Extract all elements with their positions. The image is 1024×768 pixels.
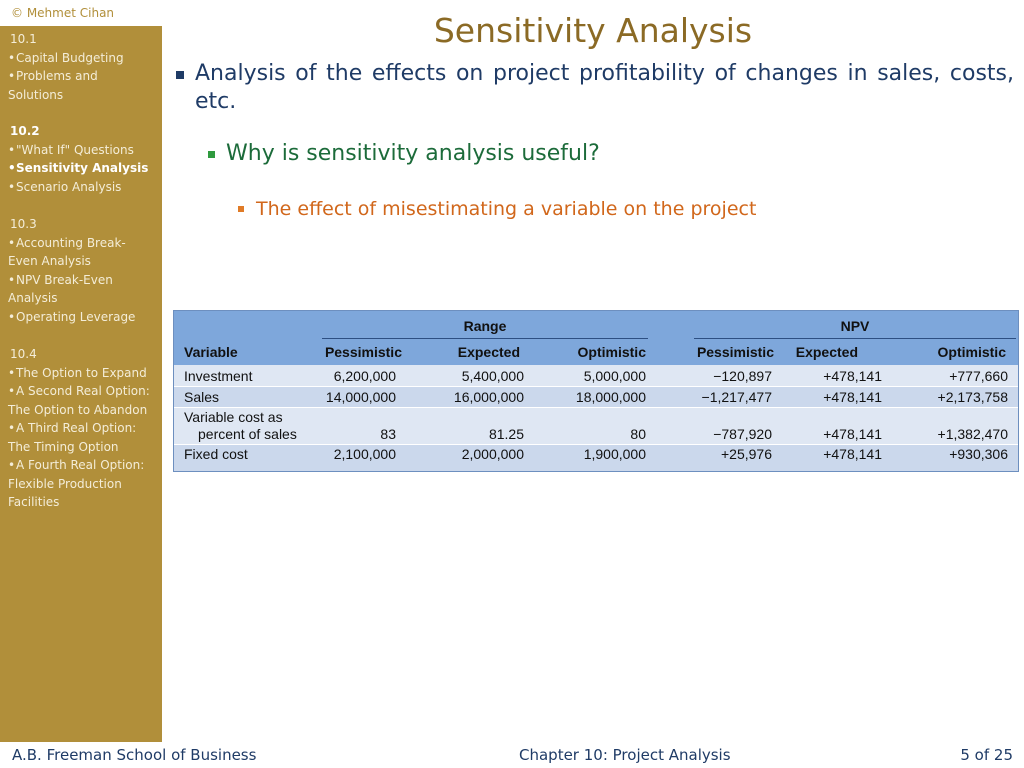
sidebar-item-capital-budgeting[interactable]: •Capital Budgeting (8, 50, 124, 65)
column-header: Pessimistic (324, 344, 402, 360)
copyright-label: © Mehmet Cihan (0, 0, 162, 26)
cell-range-optimistic: 80 (630, 426, 646, 442)
table-row (174, 387, 1018, 407)
bullet-level-3 (238, 196, 938, 222)
cell-npv-optimistic: +2,173,758 (937, 389, 1008, 405)
sidebar-item-label: Capital Budgeting (16, 50, 124, 65)
group-rule-npv (694, 338, 1016, 339)
sidebar-section-number[interactable]: 10.3 (10, 217, 37, 231)
cell-variable: Investment (184, 368, 253, 384)
sidebar-section-number[interactable]: 10.1 (10, 32, 37, 46)
sidebar-section-number[interactable]: 10.2 (10, 124, 40, 138)
sidebar-item-option-to-expand[interactable]: •The Option to Expand (8, 365, 147, 380)
cell-npv-expected: +478,141 (823, 368, 882, 384)
sidebar-item-scenario-analysis[interactable]: •Scenario Analysis (8, 179, 122, 194)
sidebar-item-accounting-break-even[interactable]: •Accounting Break-Even Analysis (8, 235, 126, 268)
table-row (174, 408, 1018, 444)
cell-npv-optimistic: +777,660 (949, 368, 1008, 384)
column-header: Optimistic (577, 344, 646, 360)
square-bullet-icon (238, 206, 244, 212)
cell-range-pessimistic: 2,100,000 (333, 446, 396, 462)
group-rule-range (322, 338, 648, 339)
cell-npv-optimistic: +1,382,470 (937, 426, 1008, 442)
bullet-text: The effect of misestimating a variable on the project (256, 198, 757, 220)
sidebar-item-label: Accounting Break-Even Analysis (8, 235, 126, 268)
cell-npv-optimistic: +930,306 (949, 446, 1008, 462)
footer-chapter: Chapter 10: Project Analysis (519, 746, 731, 764)
sidebar-item-label: Sensitivity Analysis (16, 161, 149, 175)
sidebar-nav (0, 0, 162, 742)
footer-school: A.B. Freeman School of Business (12, 746, 257, 764)
sensitivity-table (173, 310, 1019, 472)
sidebar-item-flexible-production[interactable]: •A Fourth Real Option: Flexible Production Facilities (8, 458, 145, 509)
sidebar-section-10-4 (0, 345, 162, 512)
cell-range-expected: 5,400,000 (461, 368, 524, 384)
sidebar-item-label: The Option to Expand (16, 365, 147, 380)
sidebar-section-10-1 (0, 30, 162, 104)
square-bullet-icon (176, 71, 184, 79)
sidebar-item-label: A Second Real Option: The Option to Abandon (8, 384, 150, 417)
sidebar-item-npv-break-even[interactable]: •NPV Break-Even Analysis (8, 272, 113, 305)
column-header: Pessimistic (696, 344, 774, 360)
sidebar-item-label: Problems and Solutions (8, 69, 98, 102)
slide-footer (0, 742, 1024, 768)
table-row (174, 445, 1018, 471)
bullet-level-2 (208, 140, 908, 168)
sidebar-item-problems-and-solutions[interactable]: •Problems and Solutions (8, 69, 98, 102)
cell-range-optimistic: 5,000,000 (583, 368, 646, 384)
cell-range-expected: 2,000,000 (461, 446, 524, 462)
cell-range-optimistic: 18,000,000 (575, 389, 646, 405)
sidebar-item-operating-leverage[interactable]: •Operating Leverage (8, 309, 136, 324)
cell-variable: Sales (184, 389, 220, 405)
sidebar-item-label: Operating Leverage (16, 309, 136, 324)
sidebar-item-sensitivity-analysis[interactable]: •Sensitivity Analysis (8, 161, 149, 175)
sidebar-item-label: A Third Real Option: The Timing Option (8, 421, 137, 454)
sidebar-item-label: NPV Break-Even Analysis (8, 272, 113, 305)
table-header (174, 311, 1018, 365)
cell-variable: Variable cost as (184, 409, 283, 425)
cell-npv-expected: +478,141 (823, 446, 882, 462)
sidebar-item-option-to-abandon[interactable]: •A Second Real Option: The Option to Abandon (8, 384, 150, 417)
slide-title: Sensitivity Analysis (433, 11, 753, 50)
group-header-npv: NPV (840, 318, 870, 334)
sidebar-item-label: Scenario Analysis (16, 179, 122, 194)
cell-npv-expected: +478,141 (823, 426, 882, 442)
square-bullet-icon (208, 151, 215, 158)
sidebar-item-what-if-questions[interactable]: •"What If" Questions (8, 142, 134, 157)
sidebar-item-timing-option[interactable]: •A Third Real Option: The Timing Option (8, 421, 137, 454)
cell-npv-pessimistic: −1,217,477 (701, 389, 772, 405)
cell-npv-pessimistic: −120,897 (713, 368, 772, 384)
cell-variable: Fixed cost (184, 446, 248, 462)
sidebar-item-label: A Fourth Real Option: Flexible Production Facilities (8, 458, 145, 509)
cell-range-expected: 16,000,000 (453, 389, 524, 405)
column-header: Variable (184, 344, 238, 360)
sidebar-section-number[interactable]: 10.4 (10, 347, 37, 361)
cell-range-optimistic: 1,900,000 (583, 446, 646, 462)
column-header: Optimistic (937, 344, 1006, 360)
cell-npv-expected: +478,141 (823, 389, 882, 405)
sidebar-section-10-2 (0, 122, 162, 196)
cell-npv-pessimistic: −787,920 (713, 426, 772, 442)
bullet-level-1 (176, 60, 1014, 116)
column-header: Expected (795, 344, 858, 360)
table-row (174, 365, 1018, 386)
cell-npv-pessimistic: +25,976 (721, 446, 772, 462)
cell-variable-line2: percent of sales (198, 426, 297, 442)
cell-range-pessimistic: 83 (380, 426, 396, 442)
column-header: Expected (457, 344, 520, 360)
cell-range-expected: 81.25 (488, 426, 524, 442)
cell-range-pessimistic: 6,200,000 (333, 368, 396, 384)
sidebar-section-10-3 (0, 215, 162, 326)
bullet-text: Why is sensitivity analysis useful? (226, 141, 600, 166)
group-header-range: Range (463, 318, 507, 334)
sidebar-item-label: "What If" Questions (16, 142, 134, 157)
bullet-text: Analysis of the effects on project profitability of changes in sales, costs, etc. (195, 61, 1014, 114)
cell-range-pessimistic: 14,000,000 (325, 389, 396, 405)
footer-page-number: 5 of 25 (960, 746, 1013, 764)
